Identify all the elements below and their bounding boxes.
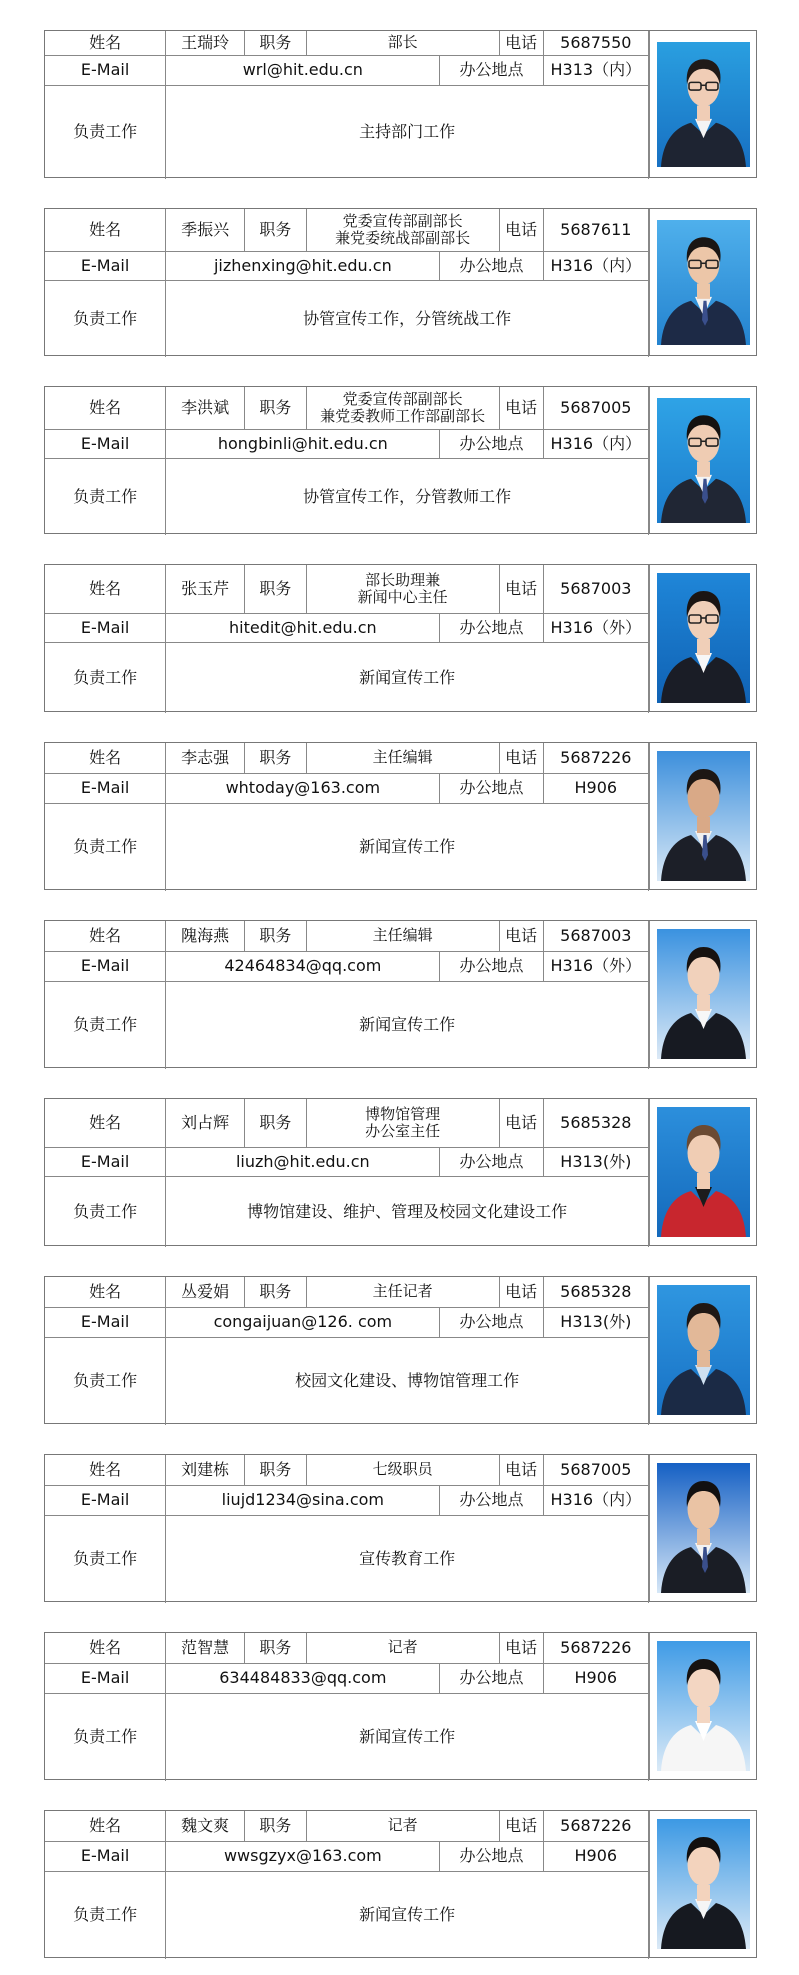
staff-phone: 5687611	[543, 209, 648, 251]
photo-cell	[649, 743, 756, 889]
staff-card-6	[44, 920, 757, 1068]
staff-phone: 5687226	[543, 1811, 648, 1841]
staff-card-1	[44, 30, 757, 178]
staff-title-line: 主任编辑	[372, 748, 433, 767]
staff-office: H313(外)	[543, 1147, 648, 1176]
title-label: 职务	[245, 921, 306, 951]
duty-label: 负责工作	[45, 981, 166, 1069]
staff-email: 634484833@qq.com	[166, 1663, 440, 1693]
staff-portrait	[657, 220, 750, 345]
phone-label: 电话	[499, 1455, 543, 1485]
staff-title	[306, 1633, 499, 1663]
photo-cell	[649, 921, 756, 1067]
staff-title-line: 主任记者	[372, 1282, 433, 1301]
staff-duty: 新闻宣传工作	[166, 803, 649, 891]
photo-cell	[649, 565, 756, 711]
staff-name: 张玉芹	[166, 565, 245, 613]
phone-label: 电话	[499, 1633, 543, 1663]
staff-title-line: 党委宣传部副部长	[342, 389, 463, 408]
phone-label: 电话	[499, 921, 543, 951]
duty-label: 负责工作	[45, 85, 166, 179]
office-label: 办公地点	[440, 55, 543, 85]
staff-portrait	[657, 751, 750, 881]
staff-info-table	[45, 921, 649, 1069]
title-label: 职务	[245, 1811, 306, 1841]
staff-title	[306, 387, 499, 429]
staff-title-line: 部长	[387, 33, 418, 52]
staff-phone: 5685328	[543, 1277, 648, 1307]
email-label: E-Mail	[45, 1307, 166, 1337]
title-label: 职务	[245, 209, 306, 251]
staff-phone: 5685328	[543, 1099, 648, 1147]
staff-email: wwsgzyx@163.com	[166, 1841, 440, 1871]
name-label: 姓名	[45, 387, 166, 429]
staff-name: 隗海燕	[166, 921, 245, 951]
staff-title-line: 博物馆管理	[365, 1104, 441, 1123]
office-label: 办公地点	[440, 1841, 543, 1871]
staff-phone: 5687005	[543, 1455, 648, 1485]
title-label: 职务	[245, 565, 306, 613]
office-label: 办公地点	[440, 1485, 543, 1515]
staff-duty: 博物馆建设、维护、管理及校园文化建设工作	[166, 1176, 649, 1247]
staff-card-7	[44, 1098, 757, 1246]
email-label: E-Mail	[45, 55, 166, 85]
staff-card-2	[44, 208, 757, 356]
staff-name: 刘建栋	[166, 1455, 245, 1485]
staff-card-10	[44, 1632, 757, 1780]
staff-office: H906	[543, 1663, 648, 1693]
phone-label: 电话	[499, 1811, 543, 1841]
staff-duty: 新闻宣传工作	[166, 1871, 649, 1959]
staff-phone: 5687005	[543, 387, 648, 429]
staff-title-line: 办公室主任	[365, 1121, 441, 1140]
staff-title-line: 新闻中心主任	[357, 587, 448, 606]
photo-cell	[649, 387, 756, 533]
staff-phone: 5687226	[543, 1633, 648, 1663]
staff-phone: 5687550	[543, 31, 648, 55]
staff-portrait	[657, 398, 750, 523]
staff-info-table	[45, 743, 649, 891]
staff-office: H316（内）	[543, 429, 648, 458]
staff-office: H906	[543, 1841, 648, 1871]
staff-card-9	[44, 1454, 757, 1602]
staff-title-line: 记者	[387, 1638, 418, 1657]
phone-label: 电话	[499, 31, 543, 55]
office-label: 办公地点	[440, 251, 543, 280]
photo-cell	[649, 1633, 756, 1779]
duty-label: 负责工作	[45, 1515, 166, 1603]
office-label: 办公地点	[440, 429, 543, 458]
photo-cell	[649, 1099, 756, 1245]
title-label: 职务	[245, 387, 306, 429]
duty-label: 负责工作	[45, 280, 166, 357]
staff-name: 魏文爽	[166, 1811, 245, 1841]
photo-cell	[649, 31, 756, 177]
email-label: E-Mail	[45, 251, 166, 280]
office-label: 办公地点	[440, 951, 543, 981]
staff-title-line: 记者	[387, 1816, 418, 1835]
staff-info-table	[45, 1455, 649, 1603]
staff-name: 丛爱娟	[166, 1277, 245, 1307]
staff-phone: 5687226	[543, 743, 648, 773]
staff-info-table	[45, 1277, 649, 1425]
staff-duty: 宣传教育工作	[166, 1515, 649, 1603]
staff-card-5	[44, 742, 757, 890]
staff-office: H906	[543, 773, 648, 803]
staff-title-line: 七级职员	[372, 1460, 433, 1479]
staff-card-8	[44, 1276, 757, 1424]
email-label: E-Mail	[45, 1663, 166, 1693]
staff-title	[306, 31, 499, 55]
staff-duty: 新闻宣传工作	[166, 1693, 649, 1781]
name-label: 姓名	[45, 1277, 166, 1307]
staff-email: liuzh@hit.edu.cn	[166, 1147, 440, 1176]
staff-phone: 5687003	[543, 565, 648, 613]
staff-phone: 5687003	[543, 921, 648, 951]
office-label: 办公地点	[440, 1147, 543, 1176]
title-label: 职务	[245, 1099, 306, 1147]
staff-title	[306, 743, 499, 773]
phone-label: 电话	[499, 1099, 543, 1147]
staff-name: 季振兴	[166, 209, 245, 251]
staff-title	[306, 1811, 499, 1841]
phone-label: 电话	[499, 1277, 543, 1307]
duty-label: 负责工作	[45, 1176, 166, 1247]
name-label: 姓名	[45, 1633, 166, 1663]
office-label: 办公地点	[440, 1663, 543, 1693]
staff-office: H316（内）	[543, 251, 648, 280]
photo-cell	[649, 1277, 756, 1423]
staff-portrait	[657, 1463, 750, 1593]
staff-portrait	[657, 1107, 750, 1237]
staff-info-table	[45, 565, 649, 713]
phone-label: 电话	[499, 209, 543, 251]
staff-office: H313(外)	[543, 1307, 648, 1337]
duty-label: 负责工作	[45, 642, 166, 713]
email-label: E-Mail	[45, 613, 166, 642]
staff-title	[306, 1277, 499, 1307]
duty-label: 负责工作	[45, 458, 166, 535]
photo-cell	[649, 1811, 756, 1957]
email-label: E-Mail	[45, 1485, 166, 1515]
office-label: 办公地点	[440, 1307, 543, 1337]
staff-portrait	[657, 1819, 750, 1949]
staff-name: 李志强	[166, 743, 245, 773]
staff-duty: 新闻宣传工作	[166, 642, 649, 713]
staff-info-table	[45, 31, 649, 179]
phone-label: 电话	[499, 743, 543, 773]
staff-card-3	[44, 386, 757, 534]
staff-title	[306, 209, 499, 251]
email-label: E-Mail	[45, 951, 166, 981]
staff-duty: 协管宣传工作，分管统战工作	[166, 280, 649, 357]
photo-cell	[649, 1455, 756, 1601]
name-label: 姓名	[45, 921, 166, 951]
staff-email: 42464834@qq.com	[166, 951, 440, 981]
email-label: E-Mail	[45, 429, 166, 458]
staff-portrait	[657, 1285, 750, 1415]
staff-info-table	[45, 1099, 649, 1247]
staff-email: wrl@hit.edu.cn	[166, 55, 440, 85]
duty-label: 负责工作	[45, 1871, 166, 1959]
phone-label: 电话	[499, 565, 543, 613]
email-label: E-Mail	[45, 1841, 166, 1871]
staff-email: liujd1234@sina.com	[166, 1485, 440, 1515]
title-label: 职务	[245, 743, 306, 773]
staff-name: 刘占辉	[166, 1099, 245, 1147]
staff-duty: 新闻宣传工作	[166, 981, 649, 1069]
staff-title	[306, 565, 499, 613]
staff-email: jizhenxing@hit.edu.cn	[166, 251, 440, 280]
email-label: E-Mail	[45, 773, 166, 803]
duty-label: 负责工作	[45, 1337, 166, 1425]
title-label: 职务	[245, 1277, 306, 1307]
name-label: 姓名	[45, 1455, 166, 1485]
staff-duty: 校园文化建设、博物馆管理工作	[166, 1337, 649, 1425]
title-label: 职务	[245, 1633, 306, 1663]
staff-email: hongbinli@hit.edu.cn	[166, 429, 440, 458]
staff-title-line: 主任编辑	[372, 926, 433, 945]
staff-card-11	[44, 1810, 757, 1958]
staff-card-4	[44, 564, 757, 712]
name-label: 姓名	[45, 1099, 166, 1147]
staff-office: H316（外）	[543, 613, 648, 642]
name-label: 姓名	[45, 209, 166, 251]
office-label: 办公地点	[440, 773, 543, 803]
photo-cell	[649, 209, 756, 355]
name-label: 姓名	[45, 743, 166, 773]
staff-office: H316（外）	[543, 951, 648, 981]
staff-title	[306, 1099, 499, 1147]
staff-info-table	[45, 209, 649, 357]
staff-title	[306, 1455, 499, 1485]
staff-info-table	[45, 387, 649, 535]
staff-office: H316（内）	[543, 1485, 648, 1515]
title-label: 职务	[245, 1455, 306, 1485]
staff-name: 李洪斌	[166, 387, 245, 429]
staff-name: 王瑞玲	[166, 31, 245, 55]
phone-label: 电话	[499, 387, 543, 429]
staff-portrait	[657, 929, 750, 1059]
staff-info-table	[45, 1633, 649, 1781]
duty-label: 负责工作	[45, 1693, 166, 1781]
staff-email: hitedit@hit.edu.cn	[166, 613, 440, 642]
staff-title-line: 部长助理兼	[365, 570, 441, 589]
staff-portrait	[657, 573, 750, 703]
name-label: 姓名	[45, 31, 166, 55]
staff-title-line: 兼党委教师工作部副部长	[320, 406, 486, 425]
staff-title-line: 党委宣传部副部长	[342, 211, 463, 230]
staff-title-line: 兼党委统战部副部长	[335, 228, 471, 247]
staff-name: 范智慧	[166, 1633, 245, 1663]
name-label: 姓名	[45, 1811, 166, 1841]
office-label: 办公地点	[440, 613, 543, 642]
staff-email: whtoday@163.com	[166, 773, 440, 803]
staff-duty: 协管宣传工作，分管教师工作	[166, 458, 649, 535]
staff-email: congaijuan@126. com	[166, 1307, 440, 1337]
staff-title	[306, 921, 499, 951]
staff-info-table	[45, 1811, 649, 1959]
duty-label: 负责工作	[45, 803, 166, 891]
staff-office: H313（内）	[543, 55, 648, 85]
title-label: 职务	[245, 31, 306, 55]
staff-duty: 主持部门工作	[166, 85, 649, 179]
staff-portrait	[657, 42, 750, 167]
name-label: 姓名	[45, 565, 166, 613]
staff-portrait	[657, 1641, 750, 1771]
email-label: E-Mail	[45, 1147, 166, 1176]
